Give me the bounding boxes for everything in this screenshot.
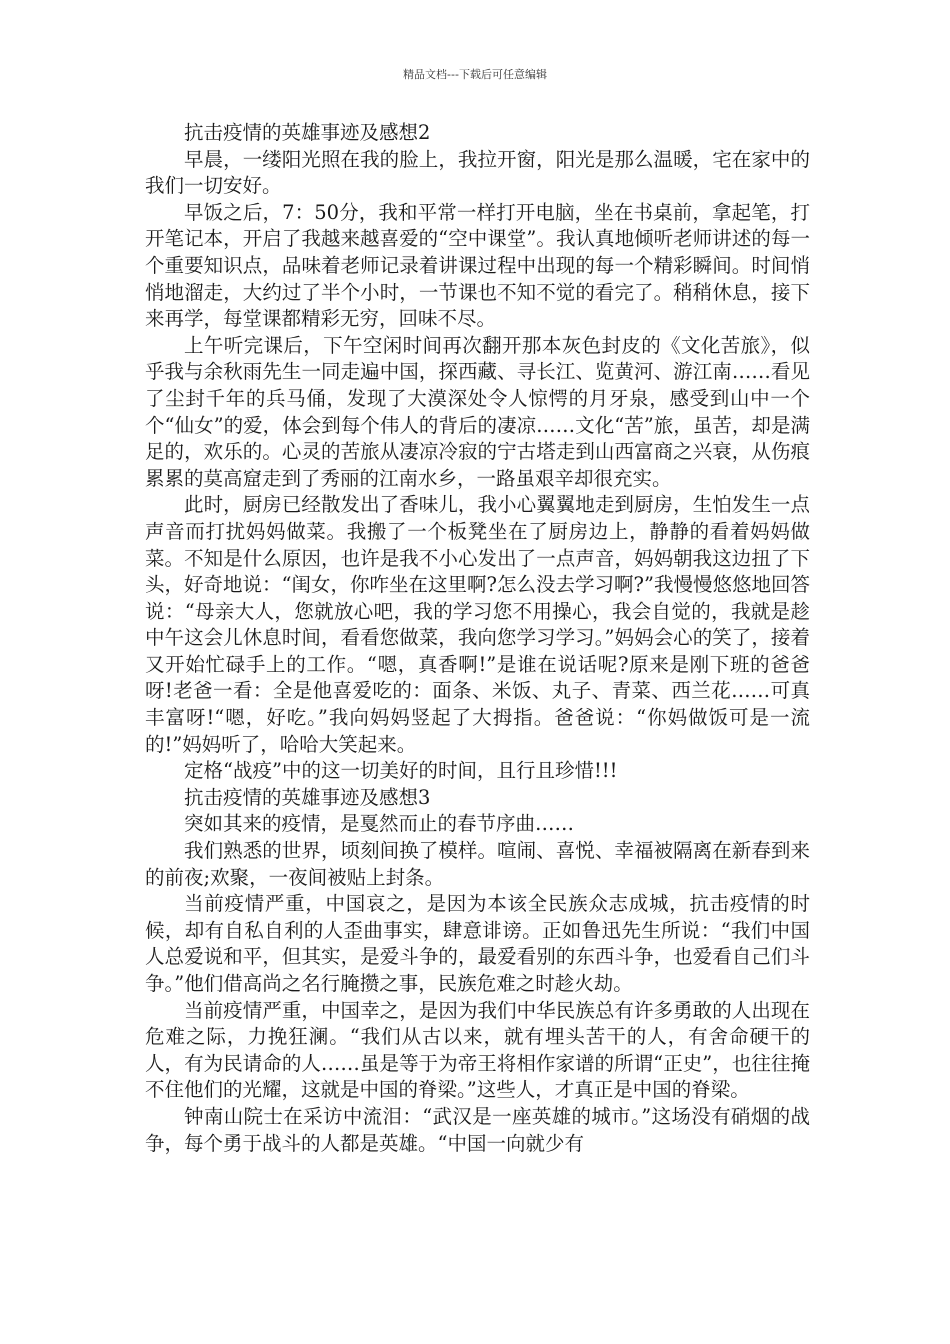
paragraph: 钟南山院士在采访中流泪：“武汉是一座英雄的城市。”这场没有硝烟的战争，每个勇于战斗的人都是英雄。“中国一向就少有	[145, 1104, 810, 1155]
paragraph: 我们熟悉的世界，顷刻间换了模样。喧闹、喜悦、幸福被隔离在新春到来的前夜;欢聚，一夜间被贴上封条。	[145, 839, 810, 889]
paragraph: 早饭之后，7：50分，我和平常一样打开电脑，坐在书桌前，拿起笔，打开笔记本，开启了我越来越喜爱的“空中课堂”。我认真地倾听老师讲述的每一个重要知识点，品味着老师记录着讲课过程中出现的每一个精彩瞬间。时间悄悄地溜走，大约过了半个小时，一节课也不知不觉的看完了。稍稍休息，接下来再学，每堂课都精彩无穷，回味不尽。	[145, 200, 810, 331]
paragraph: 上午听完课后，下午空闲时间再次翻开那本灰色封皮的《文化苦旅》，似乎我与余秋雨先生一同走遍中国，探西藏、寻长江、览黄河、游江南……看见了尘封千年的兵马俑，发现了大漠深处令人惊愕的月牙泉，感受到山中一个个“仙女”的爱，体会到每个伟人的背后的凄凉……文化“苦”旅，虽苦，却是满足的，欢乐的。心灵的苦旅从凄凉冷寂的宁古塔走到山西富商之兴衰，从伤痕累累的莫高窟走到了秀丽的江南水乡，一路虽艰辛却很充实。	[145, 333, 810, 490]
section-heading-2: 抗击疫情的英雄事迹及感想2	[184, 121, 431, 144]
paragraph: 定格“战疫”中的这一切美好的时间，且行且珍惜!!!	[184, 759, 618, 783]
paragraph: 此时，厨房已经散发出了香味儿，我小心翼翼地走到厨房，生怕发生一点声音而打扰妈妈做菜。我搬了一个板凳坐在了厨房边上，静静的看着妈妈做菜。不知是什么原因，也许是我不小心发出了一点声音，妈妈朝我这边扭了下头，好奇地说：“闺女，你咋坐在这里啊?怎么没去学习啊?”我慢慢悠悠地回答说：“母亲大人，您就放心吧，我的学习您不用操心，我会自觉的，我就是趁中午这会儿休息时间，看看您做菜，我向您学习学习。”妈妈会心的笑了，接着又开始忙碌手上的工作。“嗯，真香啊!”是谁在说话呢?原来是刚下班的爸爸呀!老爸一看：全是他喜爱吃的：面条、米饭、丸子、青菜、西兰花……可真丰富呀!“嗯，好吃。”我向妈妈竖起了大拇指。爸爸说：“你妈做饭可是一流的!”妈妈听了，哈哈大笑起来。	[145, 493, 810, 756]
paragraph: 当前疫情严重，中国哀之，是因为本该全民族众志成城，抗击疫情的时候，却有自私自利的人歪曲事实，肆意诽谤。正如鲁迅先生所说：“我们中国人总爱说和平，但其实，是爱斗争的，最爱看别的东西斗争，也爱看自己们斗争。”他们借高尚之名行腌攒之事，民族危难之时趁火劫。	[145, 892, 810, 995]
section-heading-3: 抗击疫情的英雄事迹及感想3	[184, 785, 431, 809]
paragraph: 突如其来的疫情，是戛然而止的春节序曲……	[184, 812, 575, 836]
page-header: 精品文档---下载后可任意编辑	[403, 68, 547, 81]
paragraph: 当前疫情严重，中国幸之，是因为我们中华民族总有许多勇敢的人出现在危难之际，力挽狂澜。“我们从古以来，就有埋头苦干的人，有舍命硬干的人，有为民请命的人……虽是等于为帝王将相作家谱的所谓“正史”，也往往掩不住他们的光耀，这就是中国的脊梁。”这些人，才真正是中国的脊梁。	[145, 998, 810, 1102]
document-body	[145, 120, 810, 1157]
paragraph: 早晨，一缕阳光照在我的脸上，我拉开窗，阳光是那么温暖，宅在家中的我们一切安好。	[145, 147, 810, 198]
